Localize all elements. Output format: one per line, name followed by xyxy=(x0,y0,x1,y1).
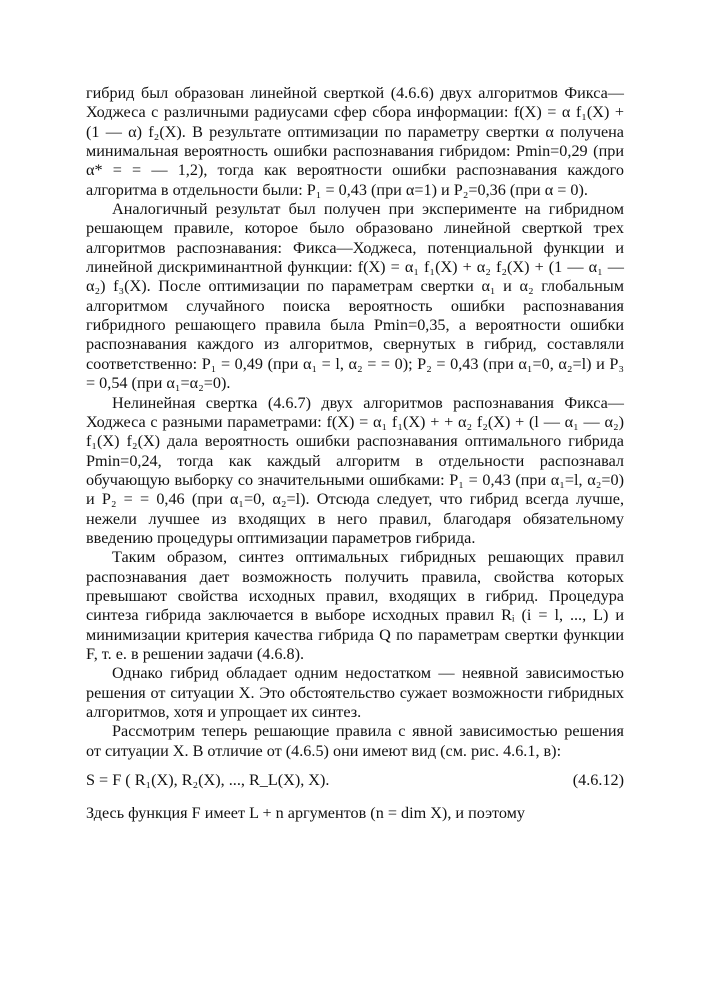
paragraph-4: Таким образом, синтез оптимальных гибридных решающих правил распознавания дает возможность получить правила, свойства которых превышают свойства исходных правил, входящих в гибрид. Процедура синтеза гибрида заключается в выборе исходных правил Rᵢ (i = l, ..., L) и минимизации критерия качества гибрида Q по параметрам свертки функции F, т. е. в решении задачи (4.6.8). xyxy=(86,548,624,663)
paragraph-1: гибрид был образован линейной сверткой (4.6.6) двух алгоритмов Фикса—Ходжеса с различными радиусами сфер сбора информации: f(X) = α f₁(X) + (1 — α) f₂(X). В результате оптимизации по параметру свертки α получена минимальная вероятность ошибки распознавания гибридом: Pmin=0,29 (при α* = = — 1,2), тогда как вероятности ошибки распознавания каждого алгоритма в отдельности были: P₁ = 0,43 (при α=1) и P₂=0,36 (при α = 0). xyxy=(86,84,624,199)
paragraph-3: Нелинейная свертка (4.6.7) двух алгоритмов распознавания Фикса—Ходжеса с разными параметрами: f(X) = α₁ f₁(X) + + α₂ f₂(X) + (l — α₁ — α₂) f₁(X) f₂(X) дала вероятность ошибки распознавания оптимального гибрида Pmin=0,24, тогда как каждый алгоритм в отдельности распознавал обучающую выборку со значительными ошибками: P₁ = 0,43 (при α₁=l, α₂=0) и P₂ = = 0,46 (при α₁=0, α₂=l). Отсюда следует, что гибрид всегда лучше, нежели лучшее из входящих в него правил, благодаря обязательному введению процедуры оптимизации параметров гибрида. xyxy=(86,393,624,547)
paragraph-5: Однако гибрид обладает одним недостатком — неявной зависимостью решения от ситуации X. Это обстоятельство сужает возможности гибридных алгоритмов, хотя и упрощает их синтез. xyxy=(86,664,624,721)
paragraph-6: Рассмотрим теперь решающие правила с явной зависимостью решения от ситуации X. В отличие от (4.6.5) они имеют вид (см. рис. 4.6.1, в): xyxy=(86,722,624,760)
formula-number: (4.6.12) xyxy=(572,771,624,790)
formula-expression: S = F ( R₁(X), R₂(X), ..., R_L(X), X). xyxy=(86,771,330,790)
paragraph-2: Аналогичный результат был получен при эксперименте на гибридном решающем правиле, которое было образовано линейной сверткой трех алгоритмов распознавания: Фикса—Ходжеса, потенциальной функции и линейной дискриминантной функции: f(X) = α₁ f₁(X) + α₂ f₂(X) + (1 — α₁ — α₂) f₃(X). После оптимизации по параметрам свертки α₁ и α₂ глобальным алгоритмом случайного поиска вероятность ошибки распознавания гибридного решающего правила была Pmin=0,35, а вероятности ошибки распознавания каждого из алгоритмов, свернутых в гибрид, составляли соответственно: P₁ = 0,49 (при α₁ = l, α₂ = = 0); P₂ = 0,43 (при α₁=0, α₂=l) и P₃ = 0,54 (при α₁=α₂=0). xyxy=(86,200,624,393)
closing-line: Здесь функция F имеет L + n аргументов (n = dim X), и поэтому xyxy=(86,804,526,823)
formula-4-6-12 xyxy=(86,771,624,790)
document-page xyxy=(86,84,624,824)
